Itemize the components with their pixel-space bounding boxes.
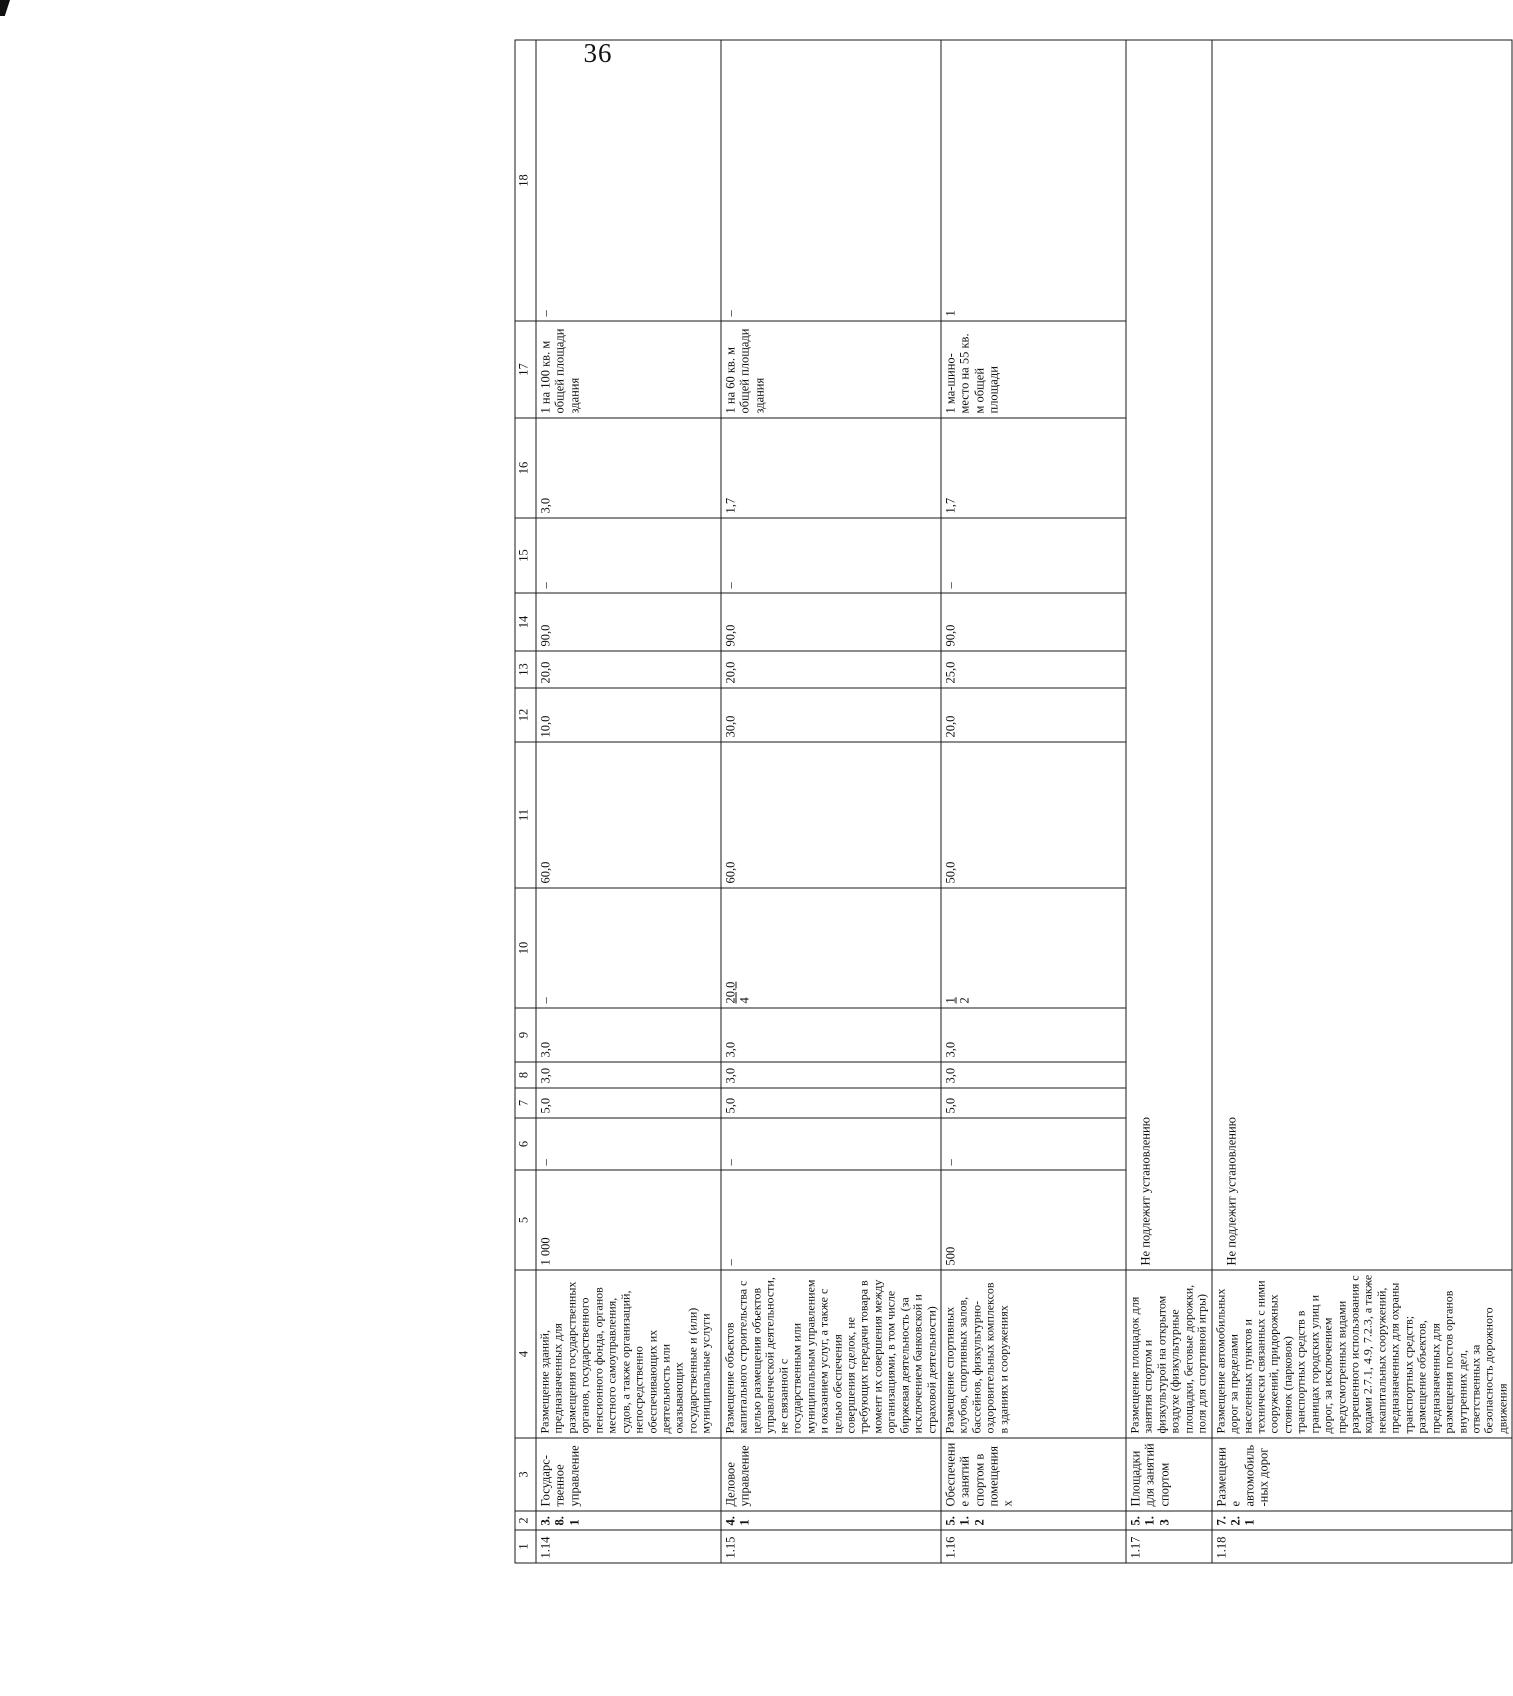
column-header: 2 (515, 1511, 536, 1530)
row-number: 1.14 (536, 1530, 721, 1563)
column-number-row (515, 40, 536, 1563)
cell-value: 3,0 (941, 1008, 1126, 1062)
column-header: 11 (515, 742, 536, 888)
parking-norm: 1 на 100 кв. м общей площади здания (536, 321, 721, 418)
use-code: 4.1 (721, 1511, 941, 1530)
fraction-denominator: 4 (737, 997, 752, 1004)
cell-value: 1 (941, 40, 1126, 321)
use-name: Обеспечение занятий спортом в помещениях (941, 1438, 1126, 1511)
cell-value: 3,0 (941, 1062, 1126, 1088)
use-code: 7.2.1 (1212, 1511, 1513, 1530)
fraction-numerator: 20,0 (723, 981, 738, 1004)
column-header: 13 (515, 651, 536, 688)
fraction-cell (721, 888, 941, 1008)
column-header: 1 (515, 1530, 536, 1563)
cell-value: 60,0 (721, 742, 941, 888)
column-header: 6 (515, 1118, 536, 1170)
cell-value: 90,0 (941, 593, 1126, 651)
column-header: 5 (515, 1170, 536, 1270)
row-number: 1.18 (1212, 1530, 1513, 1563)
cell-value: 30,0 (721, 688, 941, 742)
column-header: 4 (515, 1270, 536, 1438)
use-description: Размещение зданий, предназначенных для размещения государственных органов, государственного пенсионного фонда, органов местного самоуправления, судов, а также организаций, непосредственно обеспечивающих их деятельность или оказывающих государственные и (или) муниципальные услуги (536, 1270, 721, 1438)
cell-value: – (721, 40, 941, 321)
fraction-numerator: 1 (943, 997, 958, 1004)
cell-value: – (536, 1118, 721, 1170)
column-header: 3 (515, 1438, 536, 1511)
row-number: 1.15 (721, 1530, 941, 1563)
cell-value: 5,0 (536, 1088, 721, 1118)
cell-value: 5,0 (721, 1088, 941, 1118)
cell-value: 500 (941, 1170, 1126, 1270)
column-header: 14 (515, 593, 536, 651)
cell-value: – (941, 518, 1126, 593)
cell-value: 1,7 (941, 418, 1126, 518)
use-name: Площадки для занятий спортом (1126, 1438, 1212, 1511)
fraction-denominator: 2 (957, 997, 972, 1004)
column-header: 16 (515, 418, 536, 518)
use-description: Размещение объектов капитального строительства с целью размещения объектов управленческой деятельности, не связанной с государственным или муниципальным управлением и оказанием услуг, а также с целью обеспечения совершения сделок, не требующих передачи товара в момент их совершения между организациями, в том числе биржевая деятельность (за исключением банковской и страховой деятельности) (721, 1270, 941, 1438)
parking-norm: 1 ма-шино-место на 55 кв. м общей площади (941, 321, 1126, 418)
cell-value: 3,0 (721, 1062, 941, 1088)
parking-norm: 1 на 60 кв. м общей площади здания (721, 321, 941, 418)
page-number: 36 (583, 38, 613, 68)
column-header: 7 (515, 1088, 536, 1118)
cell-value: 3,0 (536, 1008, 721, 1062)
column-header: 12 (515, 688, 536, 742)
use-description: Размещение спортивных клубов, спортивных залов, бассейнов, физкультурно-оздоровительных комплексов в зданиях и сооружениях (941, 1270, 1126, 1438)
cell-value: 25,0 (941, 651, 1126, 688)
use-code: 5.1.2 (941, 1511, 1126, 1530)
cell-value: – (721, 518, 941, 593)
table-row (941, 40, 1126, 1563)
cell-value: – (941, 1118, 1126, 1170)
column-header: 8 (515, 1062, 536, 1088)
column-header: 17 (515, 321, 536, 418)
table-row (1126, 40, 1212, 1563)
cell-value: – (721, 1170, 941, 1270)
use-description: Размещение автомобильных дорог за пределами населенных пунктов и технически связанных с ними сооружений, придорожных стоянок (парковок) транспортных средств в границах городских улиц и дорог, за исключением предусмотренных видами разрешенного использования с кодами 2.7.1, 4.9, 7.2.3, а также некапитальных сооружений, предназначенных для охраны транспортных средств; размещение объектов, предназначенных для размещения постов органов внутренних дел, ответственных за безопасность дорожного движения (1212, 1270, 1513, 1438)
table-row (721, 40, 941, 1563)
cell-value: – (721, 1118, 941, 1170)
cell-value: – (536, 40, 721, 321)
scan-corner-mark (0, 0, 10, 16)
row-number: 1.16 (941, 1530, 1126, 1563)
column-header: 9 (515, 1008, 536, 1062)
not-applicable-cell: Не подлежит установлению (1126, 40, 1212, 1270)
table-row (1212, 40, 1513, 1563)
table-row (536, 40, 721, 1563)
column-header: 10 (515, 888, 536, 1008)
column-header: 15 (515, 518, 536, 593)
cell-value: – (536, 518, 721, 593)
cell-value: 90,0 (536, 593, 721, 651)
row-number: 1.17 (1126, 1530, 1212, 1563)
cell-value: 50,0 (941, 742, 1126, 888)
cell-value: 20,0 (941, 688, 1126, 742)
not-applicable-cell: Не подлежит установлению (1212, 40, 1513, 1270)
cell-value: 1 000 (536, 1170, 721, 1270)
use-code: 3.8.1 (536, 1511, 721, 1530)
cell-value: 20,0 (536, 651, 721, 688)
cell-value: 20,0 (721, 651, 941, 688)
cell-value: 5,0 (941, 1088, 1126, 1118)
column-header: 18 (515, 40, 536, 321)
cell-value: 90,0 (721, 593, 941, 651)
cell-value: 10,0 (536, 688, 721, 742)
fraction-cell (941, 888, 1126, 1008)
rotated-table-container (515, 91, 1510, 1564)
cell-value: 3,0 (536, 1062, 721, 1088)
cell-value: 3,0 (536, 418, 721, 518)
use-description: Размещение площадок для занятия спортом и физкультурой на открытом воздухе (физкультурные площадки, беговые дорожки, поля для спортивной игры) (1126, 1270, 1212, 1438)
cell-value: 1,7 (721, 418, 941, 518)
cell-value: 3,0 (721, 1008, 941, 1062)
cell-value: – (536, 888, 721, 1008)
use-name: Деловое управление (721, 1438, 941, 1511)
cell-value: 60,0 (536, 742, 721, 888)
use-name: Размещение автомобиль-ных дорог (1212, 1438, 1513, 1511)
use-name: Государс-твенное управление (536, 1438, 721, 1511)
zoning-parameters-table (515, 40, 1513, 1564)
use-code: 5.1.3 (1126, 1511, 1212, 1530)
